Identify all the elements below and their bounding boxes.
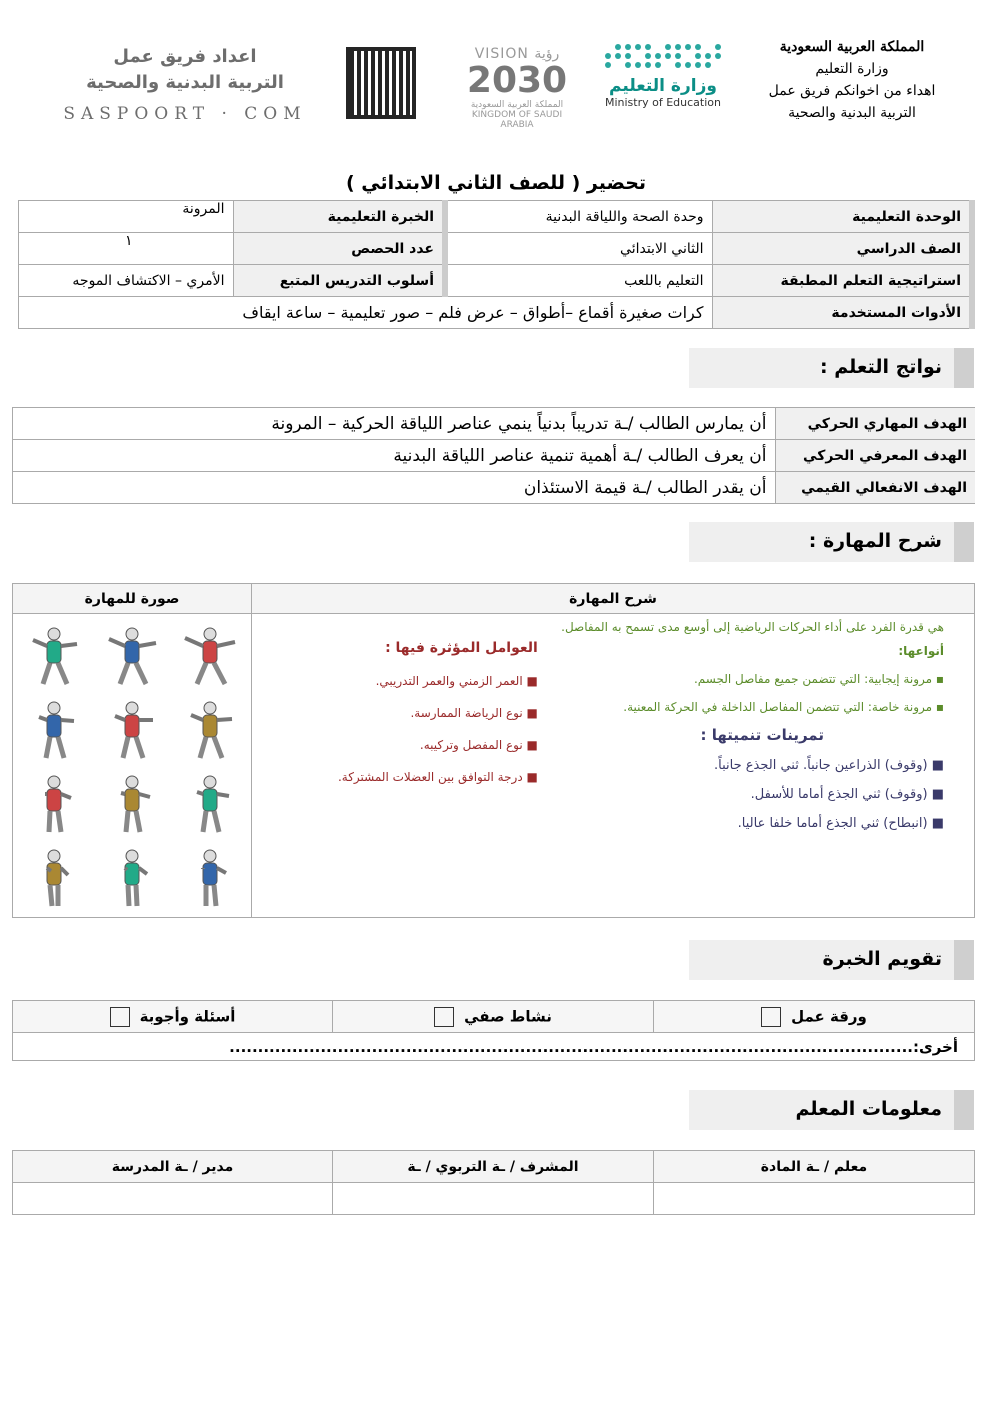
site-name: SASPOORT · COM xyxy=(63,104,307,124)
exercise-text: (انبطاح) ثني الجذع أماما خلفا عاليا. xyxy=(737,816,928,831)
checkbox[interactable] xyxy=(434,1007,454,1027)
prepared-by-1: اهداء من اخوانكم فريق عمل xyxy=(768,83,936,99)
unit-value: وحدة الصحة واللياقة البدنية xyxy=(445,201,712,233)
strategy-label: استراتيجية التعلم المطبقة xyxy=(712,265,972,297)
kingdom-logo-text: المملكة العربية السعودية xyxy=(779,39,925,55)
vision-en: KINGDOM OF SAUDI ARABIA xyxy=(471,110,563,130)
principal-col: مدير / ـة المدرسة xyxy=(13,1151,333,1183)
moe-ar: وزارة التعليم xyxy=(609,76,717,96)
exercise-item: ■ (وقوف) ثني الجذع أماما للأسفل. xyxy=(750,787,944,802)
skill-table xyxy=(12,583,975,918)
stretch-figure-icon xyxy=(175,846,245,908)
factor-item: ■ درجة التوافق بين العضلات المشتركة. xyxy=(337,770,538,784)
ministry-name: وزارة التعليم xyxy=(815,61,889,77)
exercise-item: ■ (انبطاح) ثني الجذع أماما خلفا عاليا. xyxy=(737,816,944,831)
stretch-figure-icon xyxy=(97,846,167,908)
factor-text: نوع المفصل وتركيبه. xyxy=(419,738,523,752)
skill-image xyxy=(13,614,252,918)
vision-ar: المملكة العربية السعودية xyxy=(470,100,564,110)
factor-item: ■ العمر الزمني والعمر التدريبي. xyxy=(375,674,538,688)
checkbox[interactable] xyxy=(761,1007,781,1027)
col-image: صورة للمهارة xyxy=(13,584,252,614)
stretch-figure-icon xyxy=(19,772,89,834)
supervisor-signature[interactable] xyxy=(333,1183,654,1215)
stretch-figure-icon xyxy=(19,698,89,760)
outcome-text: أن يمارس الطالب /ـة تدريباً بدنياً ينمي عناصر اللياقة الحركية – المرونة xyxy=(13,408,776,440)
vision-top: VISION رؤية xyxy=(474,46,560,62)
eval-option-label: ورقة عمل xyxy=(791,1007,867,1025)
info-table xyxy=(18,200,975,329)
outcome-label: الهدف المعرفي الحركي xyxy=(775,440,975,472)
ministry-header xyxy=(752,36,952,124)
stretch-figure-icon xyxy=(19,624,89,686)
type-item: ▪ مرونة إيجابية: التي تتضمن جميع مفاصل الجسم. xyxy=(693,672,944,686)
stretch-figure-icon xyxy=(97,698,167,760)
exercises-label: تمرينات تنميتها : xyxy=(700,726,824,744)
style-label: أسلوب التدريس المتبع xyxy=(233,265,445,297)
stretch-figure-icon xyxy=(175,698,245,760)
eval-option-label: نشاط صفي xyxy=(464,1007,552,1025)
outcomes-table xyxy=(12,407,975,504)
outcome-label: الهدف الانفعالي القيمي xyxy=(775,472,975,504)
factor-text: العمر الزمني والعمر التدريبي. xyxy=(375,674,523,688)
section-teacher: معلومات المعلم xyxy=(689,1090,974,1130)
supervisor-col: المشرف / ـة التربوي / ـة xyxy=(333,1151,654,1183)
type-text: مرونة إيجابية: التي تتضمن جميع مفاصل الجسم. xyxy=(693,672,933,686)
section-skill: شرح المهارة : xyxy=(689,522,974,562)
factor-text: درجة التوافق بين العضلات المشتركة. xyxy=(337,770,523,784)
type-item: ▪ مرونة خاصة: التي تتضمن المفاصل الداخلة في الحركة المعنية. xyxy=(623,700,944,714)
factor-item: ■ نوع الرياضة الممارسة. xyxy=(410,706,538,720)
eval-option-worksheet[interactable] xyxy=(654,1001,975,1033)
principal-signature[interactable] xyxy=(13,1183,333,1215)
outcome-text: أن يقدر الطالب /ـة قيمة الاستئذان xyxy=(13,472,776,504)
evaluation-table xyxy=(12,1000,975,1061)
teacher-signature[interactable] xyxy=(654,1183,975,1215)
tools-value: كرات صغيرة أقماع –أطواق – عرض فلم – صور تعليمية – ساعة ايقاف xyxy=(19,297,713,329)
col-explain: شرح المهارة xyxy=(252,584,975,614)
stretch-figure-icon xyxy=(175,772,245,834)
team-2: التربية البدنية والصحية xyxy=(86,72,284,93)
eval-other-field[interactable]: أخرى:........................................................................................................................ xyxy=(13,1033,975,1061)
eval-option-class-activity[interactable] xyxy=(333,1001,654,1033)
factors-label: العوامل المؤثرة فيها : xyxy=(385,640,538,656)
team-1: اعداد فريق عمل xyxy=(113,46,257,67)
page-title: تحضير ( للصف الثاني الابتدائي ) xyxy=(345,172,647,194)
periods-value: ١ xyxy=(19,233,234,265)
grade-label: الصف الدراسي xyxy=(712,233,972,265)
style-value: الأمري – الاكتشاف الموجه xyxy=(19,265,234,297)
moe-en: Ministry of Education xyxy=(604,96,721,109)
definition: هي قدرة الفرد على أداء الحركات الرياضية إلى أوسع مدى تسمح به المفاصل. xyxy=(561,620,944,634)
stretch-figure-icon xyxy=(175,624,245,686)
qr-code-icon[interactable] xyxy=(346,47,416,119)
outcome-text: أن يعرف الطالب /ـة أهمية تنمية عناصر اللياقة البدنية xyxy=(13,440,776,472)
exp-value: المرونة xyxy=(19,201,234,233)
strategy-value: التعليم باللعب xyxy=(445,265,712,297)
unit-label: الوحدة التعليمية xyxy=(712,201,972,233)
section-outcomes: نواتج التعلم : xyxy=(689,348,974,388)
type-text: مرونة خاصة: التي تتضمن المفاصل الداخلة في الحركة المعنية. xyxy=(623,700,933,714)
stretch-figure-icon xyxy=(97,772,167,834)
checkbox[interactable] xyxy=(110,1007,130,1027)
team-logo xyxy=(60,44,310,124)
exercise-text: (وقوف) ثني الجذع أماما للأسفل. xyxy=(750,787,928,802)
exp-label: الخبرة التعليمية xyxy=(233,201,445,233)
stretch-figure-icon xyxy=(97,624,167,686)
exercise-item: ■ (وقوف) الذراعين جانباً. ثني الجذع جانباً. xyxy=(714,758,944,773)
eval-option-label: أسئلة وأجوبة xyxy=(139,1007,236,1025)
vision-year: 2030 xyxy=(466,60,568,101)
outcome-label: الهدف المهاري الحركي xyxy=(775,408,975,440)
moe-logo xyxy=(588,44,738,109)
tools-label: الأدوات المستخدمة xyxy=(712,297,972,329)
periods-label: عدد الحصص xyxy=(233,233,445,265)
teacher-col: معلم / ـة المادة xyxy=(654,1151,975,1183)
factor-item: ■ نوع المفصل وتركيبه. xyxy=(419,738,538,752)
types-label: أنواعها: xyxy=(898,644,944,658)
prepared-by-2: التربية البدنية والصحية xyxy=(788,105,916,121)
factor-text: نوع الرياضة الممارسة. xyxy=(410,706,523,720)
teacher-table xyxy=(12,1150,975,1215)
grade-value: الثاني الابتدائي xyxy=(445,233,712,265)
eval-option-qa[interactable] xyxy=(13,1001,333,1033)
vision-2030-logo xyxy=(456,46,578,130)
stretch-figure-icon xyxy=(19,846,89,908)
section-evaluation: تقويم الخبرة xyxy=(689,940,974,980)
exercise-text: (وقوف) الذراعين جانباً. ثني الجذع جانباً. xyxy=(714,758,928,773)
